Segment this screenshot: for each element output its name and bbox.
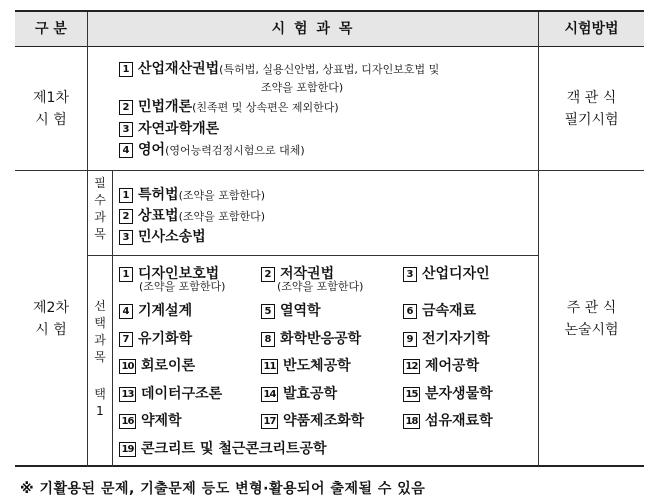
subject-name: 제어공학 bbox=[425, 358, 480, 374]
elective-subject-12 bbox=[403, 355, 479, 375]
elective-label-char: 1 bbox=[96, 404, 104, 418]
round1-label bbox=[15, 47, 87, 170]
subject-name: 금속재료 bbox=[422, 303, 477, 319]
subject-number: 18 bbox=[403, 414, 420, 429]
subject-number: 3 bbox=[119, 230, 133, 245]
required-subject-2 bbox=[119, 205, 265, 225]
subject-note: (조약을 포함한다) bbox=[178, 189, 266, 202]
elective-label-char: 선 bbox=[94, 299, 106, 313]
subject-number: 16 bbox=[119, 414, 136, 429]
round1-method bbox=[539, 47, 644, 170]
header-method: 시험방법 bbox=[564, 21, 619, 37]
subject-name: 회로이론 bbox=[141, 358, 196, 374]
elective-subject-8 bbox=[261, 328, 361, 348]
col-divider-sub bbox=[112, 170, 113, 467]
subject-number: 1 bbox=[119, 188, 133, 203]
elective-subject-7 bbox=[119, 328, 192, 348]
round1-subject-3 bbox=[119, 118, 219, 138]
subject-number: 5 bbox=[261, 304, 275, 319]
round2-label-line2: 시 험 bbox=[35, 322, 67, 338]
subject-name: 분자생물학 bbox=[425, 386, 493, 402]
elective-subject-11 bbox=[261, 355, 351, 375]
elective-subject-16 bbox=[119, 410, 182, 430]
subject-number: 19 bbox=[119, 442, 136, 457]
subject-name: 반도체공학 bbox=[283, 358, 351, 374]
subject-number: 8 bbox=[261, 332, 275, 347]
elective-subject-13 bbox=[119, 383, 222, 403]
round2-method-line2: 논술시험 bbox=[564, 322, 619, 338]
subject-number: 1 bbox=[119, 62, 133, 77]
subject-number: 15 bbox=[403, 387, 420, 402]
subject-number: 7 bbox=[119, 332, 133, 347]
subject-name: 데이터구조론 bbox=[141, 386, 223, 402]
round2-method bbox=[539, 171, 644, 467]
required-subject-1 bbox=[119, 184, 265, 204]
elective-subject-6 bbox=[403, 300, 476, 320]
subject-number: 14 bbox=[261, 387, 278, 402]
subject-name: 산업디자인 bbox=[422, 266, 490, 282]
round1-label-line1: 제1차 bbox=[33, 89, 69, 106]
elective-subject-10 bbox=[119, 355, 195, 375]
round2-label bbox=[15, 171, 87, 467]
subject-name: 전기자기학 bbox=[422, 331, 490, 347]
elective-subject-19 bbox=[119, 438, 327, 458]
elective-subject-17 bbox=[261, 410, 364, 430]
elective-label-gap bbox=[88, 366, 112, 386]
subject-number: 12 bbox=[403, 359, 420, 374]
round2-label-line1: 제2차 bbox=[33, 300, 69, 316]
subject-number: 11 bbox=[261, 359, 278, 374]
header-category: 구 분 bbox=[35, 21, 67, 37]
subject-number: 2 bbox=[119, 209, 133, 224]
subject-name: 민사소송법 bbox=[138, 229, 206, 245]
header-subjects: 시 험 과 목 bbox=[271, 21, 355, 37]
subject-number: 13 bbox=[119, 387, 136, 402]
subject-note: (영어능력검정시험으로 대체) bbox=[165, 144, 305, 157]
subject-note: (친족편 및 상속편은 제외한다) bbox=[192, 101, 339, 114]
subject-number: 9 bbox=[403, 332, 417, 347]
subject-name: 산업재산권법 bbox=[138, 61, 220, 77]
elective-subject-3 bbox=[403, 263, 490, 283]
round1-subject-2 bbox=[119, 96, 339, 116]
elective-label-char: 택 bbox=[94, 387, 106, 401]
subject-number: 4 bbox=[119, 304, 133, 319]
subject-name: 특허법 bbox=[138, 187, 179, 203]
round1-subject-1-note2: 조약을 포함한다) bbox=[261, 81, 344, 94]
subject-name: 기계설계 bbox=[138, 303, 193, 319]
subject-name: 약제학 bbox=[141, 413, 182, 429]
round2-method-line1: 주 관 식 bbox=[566, 300, 617, 316]
required-label-char: 목 bbox=[94, 227, 106, 241]
subject-name: 콘크리트 및 철근콘크리트공학 bbox=[141, 441, 327, 457]
subject-number: 2 bbox=[119, 100, 133, 115]
subject-number: 1 bbox=[119, 267, 133, 282]
elective-subject-15 bbox=[403, 383, 493, 403]
elective-subject-5 bbox=[261, 300, 321, 320]
subject-name: 영어 bbox=[138, 142, 166, 158]
round1-subject-4 bbox=[119, 139, 305, 159]
elective-subject-2-note: (조약을 포함한다) bbox=[277, 280, 364, 293]
elective-subject-1-note: (조약을 포함한다) bbox=[139, 280, 226, 293]
subject-number: 2 bbox=[261, 267, 275, 282]
footnote: ※ 기활용된 문제, 기출문제 등도 변형·활용되어 출제될 수 있음 bbox=[20, 481, 426, 497]
elective-label-char: 택 bbox=[94, 316, 106, 330]
required-subject-3 bbox=[119, 226, 206, 246]
subject-name: 열역학 bbox=[280, 303, 321, 319]
required-label-char: 필 bbox=[94, 176, 106, 190]
subject-number: 3 bbox=[119, 122, 133, 137]
subject-number: 4 bbox=[119, 143, 133, 158]
required-label-char: 수 bbox=[94, 193, 106, 207]
subject-name: 화학반응공학 bbox=[280, 331, 362, 347]
subject-note: (특허법, 실용신안법, 상표법, 디자인보호법 및 bbox=[219, 63, 440, 76]
required-label-char: 과 bbox=[94, 210, 106, 224]
round1-subject-1 bbox=[119, 58, 439, 78]
subject-name: 섬유재료학 bbox=[425, 413, 493, 429]
round1-method-line1: 객 관 식 bbox=[566, 89, 617, 106]
subject-name: 저작권법 bbox=[280, 266, 335, 282]
subject-note: (조약을 포함한다) bbox=[178, 210, 266, 223]
elective-subjects-label bbox=[88, 298, 112, 420]
subject-number: 6 bbox=[403, 304, 417, 319]
elective-subject-14 bbox=[261, 383, 337, 403]
subject-name: 상표법 bbox=[138, 208, 179, 224]
elective-subject-4 bbox=[119, 300, 192, 320]
subject-name: 약품제조화학 bbox=[283, 413, 365, 429]
subject-name: 디자인보호법 bbox=[138, 266, 220, 282]
elective-label-char: 목 bbox=[94, 350, 106, 364]
elective-subject-18 bbox=[403, 410, 493, 430]
elective-subject-9 bbox=[403, 328, 490, 348]
required-subjects-label bbox=[88, 175, 112, 243]
round1-method-line2: 필기시험 bbox=[564, 111, 619, 128]
exam-subjects-table bbox=[15, 10, 644, 467]
subject-number: 10 bbox=[119, 359, 136, 374]
subject-name: 민법개론 bbox=[138, 99, 193, 115]
subject-name: 유기화학 bbox=[138, 331, 193, 347]
subject-name: 자연과학개론 bbox=[138, 121, 220, 137]
subject-number: 17 bbox=[261, 414, 278, 429]
elective-label-char: 과 bbox=[94, 333, 106, 347]
round1-label-line2: 시 험 bbox=[35, 111, 67, 128]
required-elective-divider bbox=[88, 255, 539, 256]
subject-name: 발효공학 bbox=[283, 386, 338, 402]
subject-number: 3 bbox=[403, 267, 417, 282]
